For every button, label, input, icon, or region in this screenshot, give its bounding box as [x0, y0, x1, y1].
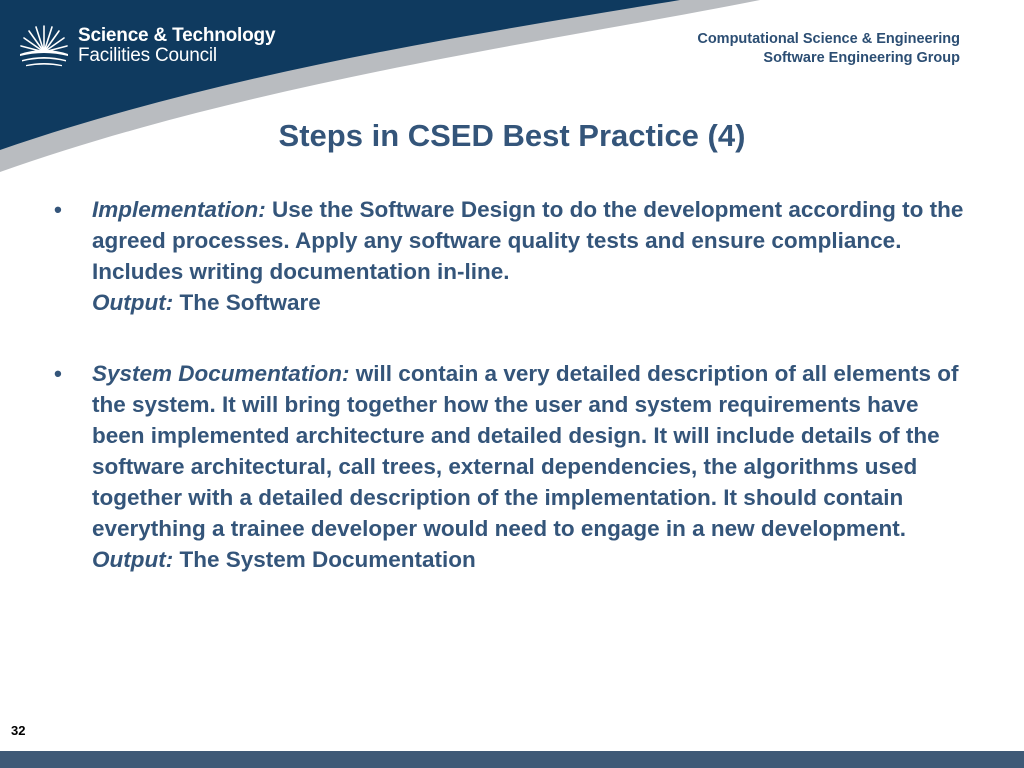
bullet-system-documentation — [54, 358, 964, 575]
output-value: The System Documentation — [173, 547, 476, 572]
bullet-marker: • — [54, 361, 62, 386]
bullet-text: will contain a very detailed description of all elements of the system. It will bring together how the user and system requirements have been implemented architecture and detailed design. It will include details of the software architectural, call trees, external dependencies, the algorithms used together with a detailed description of the implementation. It should contain everything a trainee developer would need to engage in a new development. — [92, 361, 959, 541]
slide-title: Steps in CSED Best Practice (4) — [278, 118, 746, 153]
bullet-marker: • — [54, 197, 62, 222]
output-label: Output: — [92, 290, 174, 315]
department-line-1: Computational Science & Engineering — [697, 31, 960, 47]
stfc-logo — [18, 20, 275, 72]
bullet-implementation — [54, 194, 964, 318]
department-line-2: Software Engineering Group — [763, 50, 960, 66]
footer-bar — [0, 751, 1024, 768]
logo-line-1: Science & Technology — [78, 25, 276, 47]
department-label — [697, 30, 960, 68]
sunburst-logo-icon — [18, 20, 70, 72]
bullet-text: Use the Software Design to do the development according to the agreed processes. Apply any software quality tests and ensure compliance. Includes writing documentation in-line. — [92, 197, 964, 284]
output-value: The Software — [173, 290, 321, 315]
output-label: Output: — [92, 547, 174, 572]
page-number: 32 — [11, 723, 26, 738]
logo-text — [78, 26, 275, 66]
logo-line-2: Facilities Council — [78, 45, 217, 66]
slide-body — [54, 194, 964, 615]
bullet-term: Implementation: — [92, 197, 266, 222]
bullet-term: System Documentation: — [92, 361, 350, 386]
